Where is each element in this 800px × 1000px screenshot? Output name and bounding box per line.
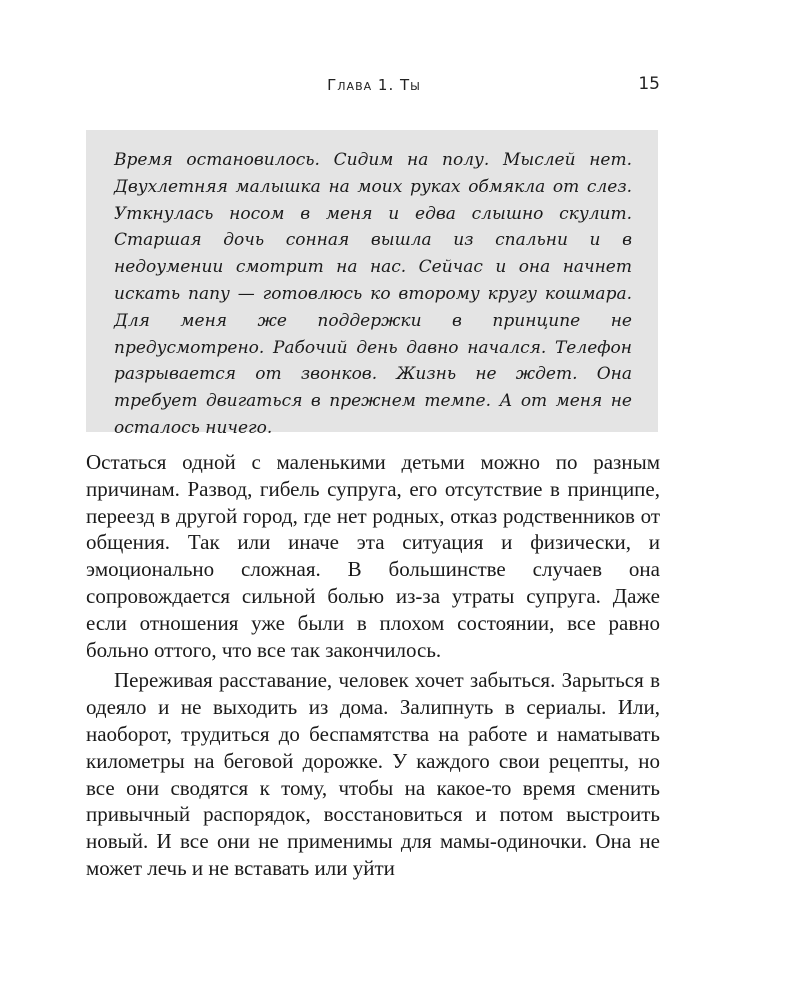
page-number: 15	[638, 74, 660, 94]
running-head	[88, 76, 660, 100]
paragraph-1: Остаться одной с маленькими детьми можно по разным причинам. Развод, гибель супруга, его отсутствие в принципе, переезд в другой город, где нет родных, отказ родственников от общения. Так или иначе эта ситуация и физически, и эмоционально сложная. В большинстве случаев она сопровождается сильной болью из-за утраты супруга. Даже если отношения уже были в плохом состоянии, все равно больно оттого, что все так закончилось.	[86, 450, 660, 662]
chapter-title: Глава 1. Ты	[327, 76, 421, 94]
quote-box	[86, 130, 658, 438]
quote-text: Время остановилось. Сидим на полу. Мыслей нет. Двухлетняя малышка на моих руках обмякла от слез. Уткнулась носом в меня и едва слышно скулит. Старшая дочь сонная вышла из спальни и в недоумении смотрит на нас. Сейчас и она начнет искать папу — готовлюсь ко второму кругу кошмара. Для меня же поддержки в принципе не предусмотрено. Рабочий день давно начался. Телефон разрывается от звонков. Жизнь не ждет. Она требует двигаться в прежнем темпе. А от меня не осталось ничего.	[114, 150, 632, 438]
body-text	[86, 449, 660, 882]
paragraph-2: Переживая расставание, человек хочет забыться. Зарыться в одеяло и не выходить из дома. Залипнуть в сериалы. Или, наоборот, трудиться до беспамятства на работе и наматывать километры на беговой дорожке. У каждого свои рецепты, но все они сводятся к тому, чтобы на какое-то время сменить привычный распорядок, восстановиться и потом выстроить новый. И все они не применимы для мамы-одиночки. Она не может лечь и не вставать или уйти	[86, 668, 660, 880]
